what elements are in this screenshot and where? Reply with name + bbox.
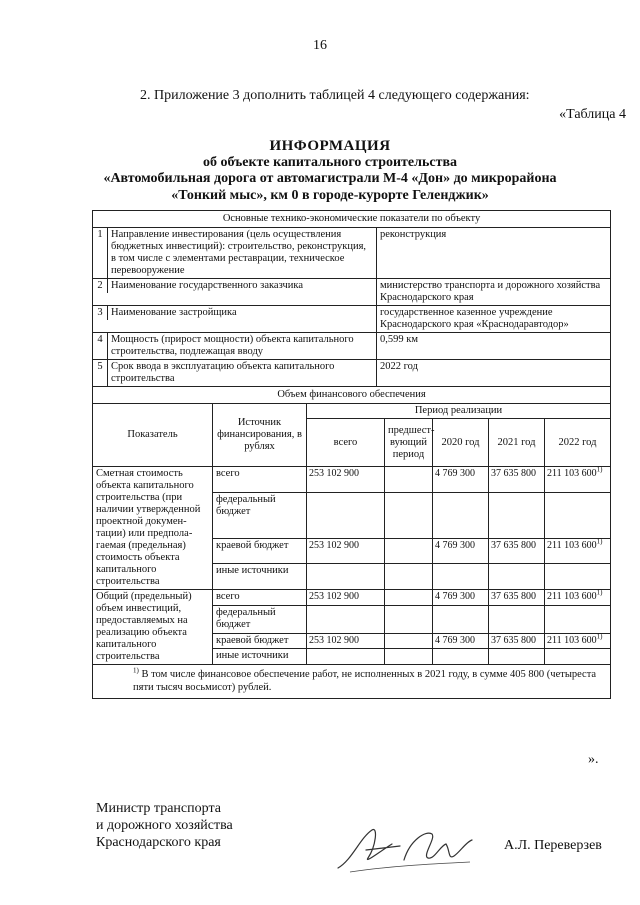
footnote-marker: 1) (596, 537, 603, 546)
indicator-label-wrap (93, 306, 376, 320)
indicator-label: Наименование застройщика (111, 307, 237, 318)
signatory-line-1: Министр транспорта (96, 801, 221, 816)
handwritten-signature (330, 820, 480, 880)
finance-group-label: Сметная стоимость объекта капитального строительства (при наличии утвержденной проектной докумен-тации) или предпола-гаемая (предельная) стоимость объекта капитального строительства (93, 467, 213, 590)
indicator-number: 1 (93, 228, 108, 278)
header-2020: 2020 год (433, 419, 489, 467)
indicator-label-wrap (93, 333, 376, 359)
finance-2021: 37 635 800 (489, 538, 545, 564)
finance-total: 253 102 900 (307, 590, 385, 606)
header-2021: 2021 год (489, 419, 545, 467)
finance-2022 (545, 605, 611, 633)
indicator-label: Срок ввода в эксплуатацию объекта капитального строительства (111, 361, 335, 384)
finance-previous (385, 590, 433, 606)
info-table (92, 210, 611, 699)
finance-2021 (489, 564, 545, 590)
finance-total (307, 492, 385, 538)
finance-source: иные источники (213, 564, 307, 590)
indicator-value: государственное казенное учреждение Краснодарского края «Краснодаравтодор» (377, 306, 611, 333)
indicator-label-cell (93, 360, 377, 387)
finance-2020 (433, 605, 489, 633)
finance-header-row-1 (93, 404, 611, 419)
indicator-label-cell (93, 228, 377, 279)
finance-total (307, 564, 385, 590)
indicator-value: реконструкция (377, 228, 611, 279)
finance-total: 253 102 900 (307, 633, 385, 649)
page-number: 16 (313, 38, 327, 53)
finance-source: федеральный бюджет (213, 605, 307, 633)
finance-2021 (489, 492, 545, 538)
finance-2021: 37 635 800 (489, 633, 545, 649)
footnote-text: В том числе финансовое обеспечение работ, не исполненных в 2021 году, в сумме 405 800 (четыреста пяти тысяч восьмисот) рублей. (133, 669, 597, 693)
section-row-indicators (93, 211, 611, 228)
signatory-position (96, 800, 233, 851)
indicator-label-cell (93, 279, 377, 306)
finance-2020 (433, 492, 489, 538)
section-title-finance: Объем финансового обеспечения (93, 387, 611, 404)
section-row-finance (93, 387, 611, 404)
finance-2020: 4 769 300 (433, 467, 489, 493)
footnote-marker: 1) (596, 465, 603, 474)
indicator-label: Мощность (прирост мощности) объекта капитального строительства, подлежащая вводу (111, 334, 354, 357)
finance-source: всего (213, 590, 307, 606)
finance-2022 (545, 633, 611, 649)
finance-2022 (545, 467, 611, 493)
finance-2022 (545, 564, 611, 590)
finance-2022-value: 211 103 600 (547, 468, 597, 479)
indicator-row (93, 228, 611, 279)
indicator-label-wrap (93, 360, 376, 386)
footnote-marker: 1) (596, 588, 603, 597)
finance-group-label: Общий (предельный) объем инвестиций, предоставляемых на реализацию объекта капитального строительства (93, 590, 213, 665)
header-period: Период реализации (307, 404, 611, 419)
indicator-value: министерство транспорта и дорожного хозяйства Краснодарского края (377, 279, 611, 306)
finance-previous (385, 633, 433, 649)
header-indicator: Показатель (93, 404, 213, 467)
indicator-label-cell (93, 333, 377, 360)
finance-previous (385, 538, 433, 564)
finance-2022 (545, 492, 611, 538)
indicator-row (93, 306, 611, 333)
signatory-name: А.Л. Переверзев (504, 838, 602, 853)
finance-source: краевой бюджет (213, 538, 307, 564)
header-previous: предшест-вующий период (385, 419, 433, 467)
finance-2020: 4 769 300 (433, 538, 489, 564)
finance-2022 (545, 538, 611, 564)
finance-total: 253 102 900 (307, 467, 385, 493)
finance-2021 (489, 605, 545, 633)
header-total: всего (307, 419, 385, 467)
indicator-label-cell (93, 306, 377, 333)
indicator-row (93, 360, 611, 387)
finance-2022-value: 211 103 600 (547, 539, 597, 551)
indicator-number: 5 (93, 360, 108, 386)
finance-row (93, 590, 611, 606)
indicator-label-wrap (93, 228, 376, 278)
indicator-number: 3 (93, 306, 108, 320)
section-title-indicators: Основные технико-экономические показатели по объекту (93, 211, 611, 228)
finance-source: иные источники (213, 649, 307, 665)
header-source: Источник финансирования, в рублях (213, 404, 307, 467)
finance-2021: 37 635 800 (489, 467, 545, 493)
finance-total: 253 102 900 (307, 538, 385, 564)
indicator-label: Направление инвестирования (цель осуществления бюджетных инвестиций): строительство, реконструкция, в том числе с элементами реставрации, техническое перевооружение (111, 229, 367, 276)
finance-2020: 4 769 300 (433, 633, 489, 649)
document-heading (90, 138, 570, 204)
finance-2021: 37 635 800 (489, 590, 545, 606)
finance-previous (385, 564, 433, 590)
finance-source: всего (213, 467, 307, 493)
indicator-value: 2022 год (377, 360, 611, 387)
indicator-label-wrap (93, 279, 376, 293)
signatory-line-3: Краснодарского края (96, 835, 221, 850)
finance-previous (385, 467, 433, 493)
finance-2020: 4 769 300 (433, 590, 489, 606)
finance-previous (385, 492, 433, 538)
finance-2022-value: 211 103 600 (547, 591, 597, 602)
table-reference: «Таблица 4 (559, 107, 626, 122)
indicator-label: Наименование государственного заказчика (111, 280, 304, 291)
finance-source: федеральный бюджет (213, 492, 307, 538)
finance-source: краевой бюджет (213, 633, 307, 649)
finance-total (307, 649, 385, 665)
finance-total (307, 605, 385, 633)
finance-2021 (489, 649, 545, 665)
finance-2022-value: 211 103 600 (547, 634, 597, 646)
finance-row (93, 467, 611, 493)
indicator-value: 0,599 км (377, 333, 611, 360)
footnote-row (93, 665, 611, 699)
finance-2020 (433, 564, 489, 590)
intro-line: 2. Приложение 3 дополнить таблицей 4 следующего содержания: (140, 88, 530, 103)
finance-2020 (433, 649, 489, 665)
finance-2022 (545, 590, 611, 606)
heading-line-3: «Тонкий мыс», км 0 в городе-курорте Геленджик» (171, 187, 489, 203)
indicator-row (93, 279, 611, 306)
footnote-marker: 1) (596, 632, 603, 641)
signatory-line-2: и дорожного хозяйства (96, 818, 233, 833)
heading-line-1: об объекте капитального строительства (202, 154, 458, 170)
finance-previous (385, 649, 433, 665)
heading-line-2: «Автомобильная дорога от автомагистрали М-4 «Дон» до микрорайона (103, 171, 557, 186)
heading-title: ИНФОРМАЦИЯ (269, 138, 391, 154)
footnote-cell (93, 665, 611, 699)
closing-quote: ». (588, 752, 599, 767)
indicator-number: 2 (93, 279, 108, 293)
header-2022: 2022 год (545, 419, 611, 467)
indicator-row (93, 333, 611, 360)
footnote-mark: 1) (133, 666, 139, 675)
finance-previous (385, 605, 433, 633)
indicator-number: 4 (93, 333, 108, 359)
finance-2022 (545, 649, 611, 665)
